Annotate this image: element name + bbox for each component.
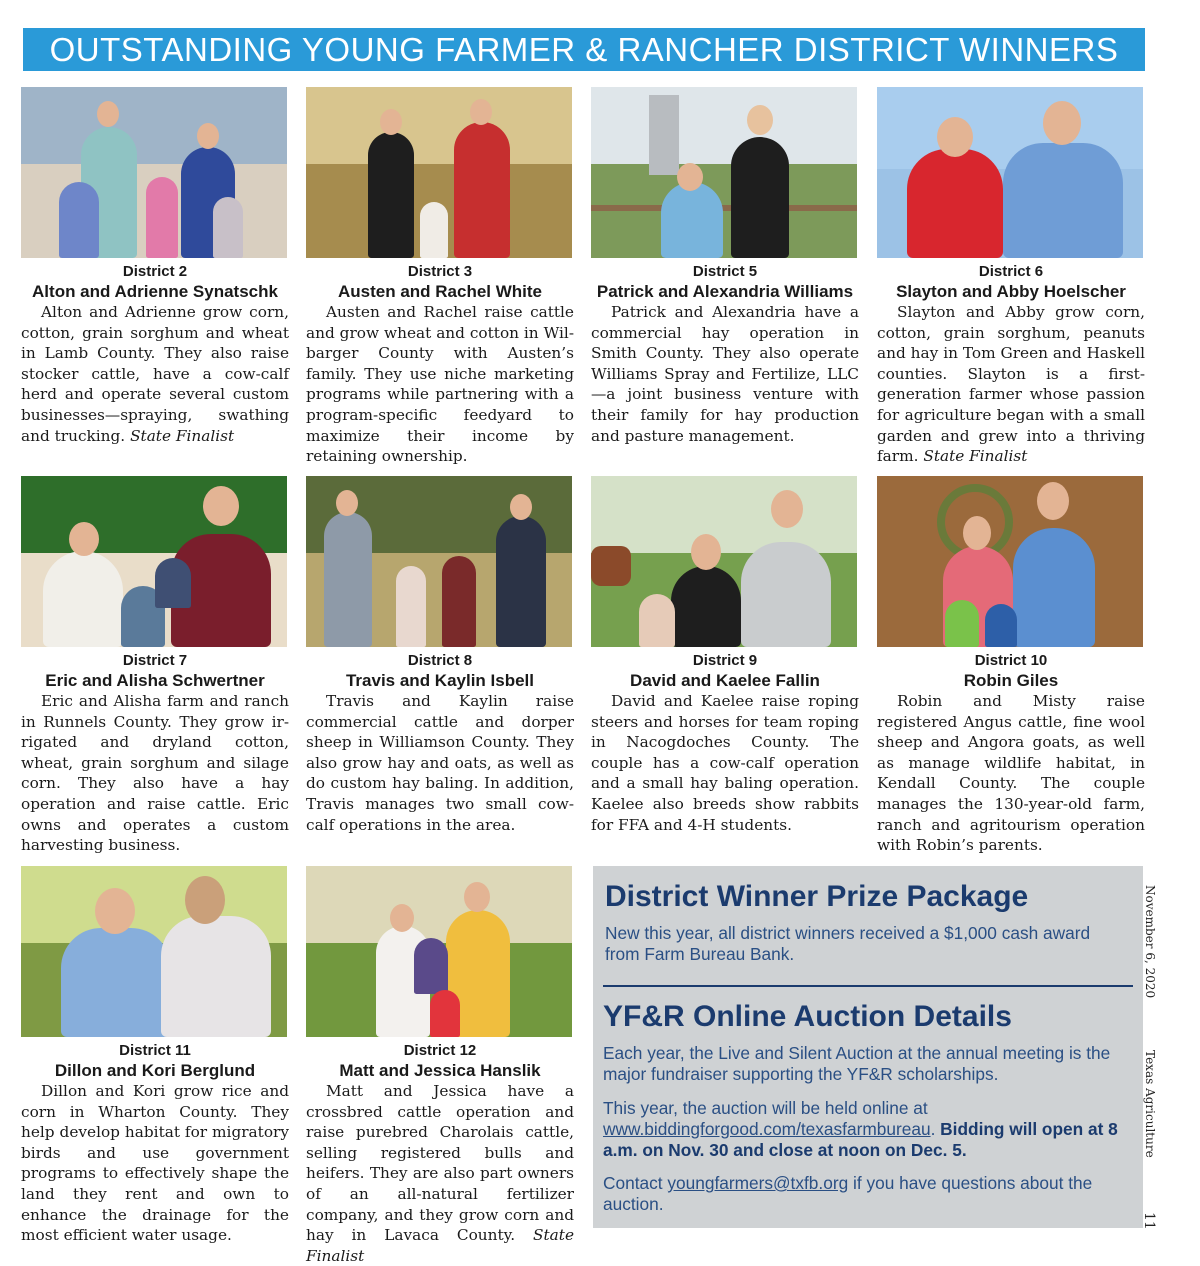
winner-photo [591, 476, 857, 647]
district-label: District 2 [122, 263, 188, 280]
page-title-banner: OUTSTANDING YOUNG FARMER & RANCHER DISTRICT WINNERS [23, 28, 1145, 71]
auction-heading: YF&R Online Auction Details [603, 1000, 1012, 1033]
publication-name: Texas Agriculture [1143, 1050, 1157, 1158]
winner-photo [21, 476, 287, 647]
winner-card-district-8 [306, 476, 574, 835]
auction-contact-text: Contact youngfarmers@txfb.org if you have questions about the auction. [603, 1173, 1093, 1214]
prize-divider [603, 985, 1133, 987]
prize-package-text: New this year, all district winners received a $1,000 cash award from Farm Bureau Bank. [605, 923, 1091, 964]
winner-names: Slayton and Abby Hoelscher [896, 282, 1126, 301]
district-label: District 8 [407, 652, 473, 669]
district-label: District 5 [692, 263, 758, 280]
district-label: District 9 [692, 652, 758, 669]
issue-date: November 6, 2020 [1143, 885, 1157, 999]
winner-names: Eric and Alisha Schwertner [45, 671, 265, 690]
winner-photo [877, 476, 1143, 647]
winner-bio: Eric and Alisha farm and ranch in Runnels County. They grow irrigated and dryland cotton, wheat, grain sorghum and silage corn. They also have a hay operation and raise cattle. Eric owns and operates a custom harvesting business. [21, 692, 289, 855]
state-finalist-tag: State Finalist [923, 447, 1028, 466]
winner-bio: David and Kaelee raise roping steers and horses for team roping in Nacogdoches County. The couple has a cow-calf operation and a small hay baling operation. Kaelee also breeds show rabbits for FFA and 4-H students. [591, 692, 859, 834]
winner-card-district-2 [21, 87, 289, 446]
state-finalist-tag: State Finalist [130, 426, 235, 445]
winner-names: Dillon and Kori Berglund [54, 1061, 256, 1080]
winner-bio: Travis and Kaylin raise commercial cattle and dorper sheep in Williamson County. They also grow hay and oats, as well as do custom hay baling. In addition, Travis manages two small cow-calf operations in the area. [306, 692, 574, 834]
auction-online-text: This year, the auction will be held online at www.biddingforgood.com/texasfarmbureau. Bidding will open at 8 a.m. on Nov. 30 and close at noon on Dec. 5. [603, 1098, 1118, 1160]
district-label: District 11 [119, 1042, 191, 1059]
district-label: District 12 [403, 1042, 477, 1059]
contact-email-link[interactable]: youngfarmers@txfb.org [667, 1173, 849, 1193]
winner-bio: Dillon and Kori grow rice and corn in Wharton County. They help develop habitat for migratory birds and use government programs to effectively shape the land they rent and own to enhance the drainage for the most efficient water usage. [21, 1082, 289, 1245]
winner-bio: Alton and Adrienne grow corn, cotton, grain sorghum and wheat in Lamb County. They also raise stocker cattle, have a cow-calf herd and operate several custom businesses—spraying, swathing and trucking. State Finalist [21, 303, 289, 445]
winner-names: Alton and Adrienne Synatschk [32, 282, 278, 301]
winner-card-district-11 [21, 866, 289, 1246]
winner-photo [306, 476, 572, 647]
winner-names: Robin Giles [963, 671, 1059, 690]
winner-names: Patrick and Alexandria Williams [596, 282, 854, 301]
winner-bio: Robin and Misty raise registered Angus cattle, fine wool sheep and Angora goats, as well as manage wildlife habitat, in Kendall County. The couple manages the 130-year-old farm, ranch and agritourism operation with Robin’s parents. [877, 692, 1145, 855]
winner-photo [306, 87, 572, 258]
district-label: District 10 [974, 652, 1048, 669]
winner-card-district-9 [591, 476, 859, 835]
winner-card-district-7 [21, 476, 289, 856]
district-label: District 7 [122, 652, 188, 669]
winner-photo [877, 87, 1143, 258]
winner-card-district-3 [306, 87, 574, 467]
page-number: 11 [1141, 1212, 1157, 1230]
auction-dates: Bidding will open at 8 a.m. on Nov. 30 and close at noon on Dec. 5. [603, 1119, 1118, 1160]
winner-bio: Matt and Jessica have a crossbred cattle operation and raise purebred Charolais cattle, selling registered bulls and heifers. They are also part owners of an all-natural fertilizer company, and they grow corn and hay in Lavaca County. State Finalist [306, 1082, 574, 1265]
prize-info-box [593, 866, 1143, 1228]
winner-card-district-10 [877, 476, 1145, 856]
winner-photo [21, 866, 287, 1037]
winner-names: Travis and Kaylin Isbell [345, 671, 535, 690]
winner-photo [21, 87, 287, 258]
winner-card-district-6 [877, 87, 1145, 467]
winner-bio: Slayton and Abby grow corn, cotton, grain sorghum, peanuts and hay in Tom Green and Haskell counties. Slayton is a first-generation farmer whose passion for agriculture began with a small garden and grew into a thriving farm. State Finalist [877, 303, 1145, 466]
winner-photo [591, 87, 857, 258]
winner-names: Matt and Jessica Hanslik [339, 1061, 541, 1080]
district-label: District 6 [978, 263, 1044, 280]
winner-card-district-12 [306, 866, 574, 1266]
winner-bio: Austen and Rachel raise cattle and grow wheat and cotton in Wilbarger County with Austen’s family. They use niche marketing programs while partnering with a program-specific feedyard to maximize their income by retaining ownership. [306, 303, 574, 466]
prize-package-heading: District Winner Prize Package [605, 880, 1029, 913]
winner-names: David and Kaelee Fallin [630, 671, 820, 690]
district-label: District 3 [407, 263, 473, 280]
state-finalist-tag: State Finalist [306, 1226, 574, 1265]
auction-intro-text: Each year, the Live and Silent Auction at the annual meeting is the major fundraiser supporting the YF&R scholarships. [603, 1043, 1111, 1084]
auction-website-link[interactable]: www.biddingforgood.com/texasfarmbureau [603, 1119, 931, 1139]
winner-card-district-5 [591, 87, 859, 446]
winner-bio: Patrick and Alexandria have a commercial hay operation in Smith County. They also operate Williams Spray and Fertilize, LLC—a joint business venture with their family for hay production and pasture management. [591, 303, 859, 445]
winner-photo [306, 866, 572, 1037]
winner-names: Austen and Rachel White [337, 282, 543, 301]
